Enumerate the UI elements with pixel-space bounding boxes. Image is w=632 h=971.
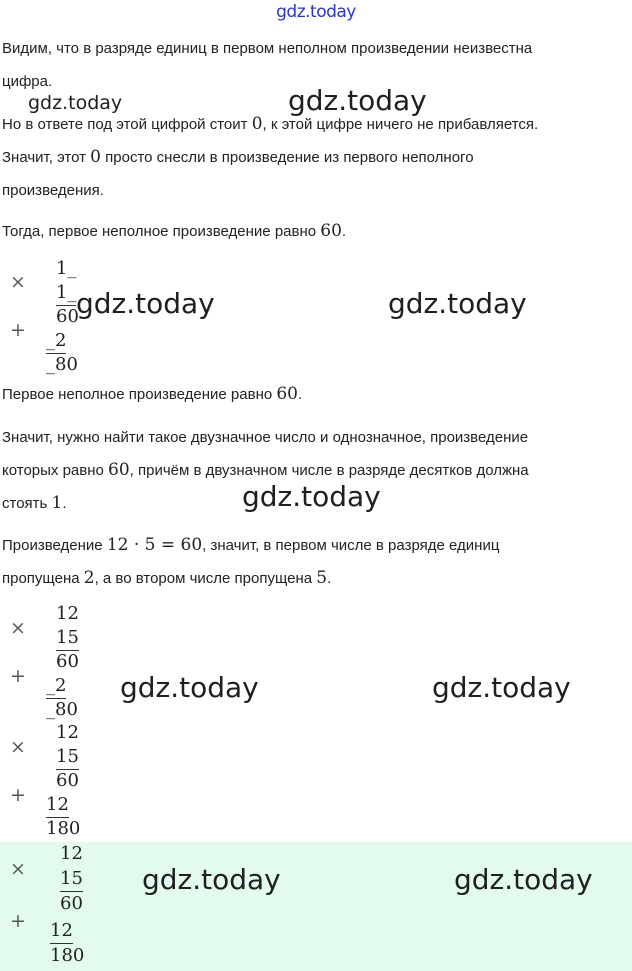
- math: 2: [83, 568, 95, 588]
- product: 180: [46, 818, 81, 839]
- text: .: [298, 386, 303, 403]
- multiplier: 1_: [56, 282, 76, 306]
- text: , причём в двузначном числе в разряде десятков должна: [129, 462, 529, 479]
- text: просто снесли в произведение из первого неполного: [101, 149, 474, 166]
- text: .: [341, 223, 347, 240]
- partial-product-2: 12: [46, 794, 69, 818]
- partial-product-1: 60: [56, 651, 79, 672]
- product: _80: [46, 354, 78, 375]
- partial-product-1: 60: [60, 893, 83, 914]
- text: , к этой цифре ничего не прибавляется.: [262, 116, 539, 133]
- text: Первое неполное произведение равно: [2, 386, 277, 403]
- plus-sign: +: [10, 665, 26, 687]
- math: 60: [108, 460, 130, 480]
- partial-product-2: _2: [46, 330, 66, 354]
- text-line: произведения.: [2, 182, 104, 199]
- paragraph-4: [2, 378, 622, 411]
- math: 60: [320, 221, 342, 241]
- partial-product-1: 60: [56, 770, 79, 791]
- math: 12 · 5 = 60: [106, 535, 203, 555]
- answer-highlight: [0, 842, 632, 971]
- watermark: gdz.today: [142, 863, 281, 896]
- watermark: gdz.today: [76, 287, 215, 320]
- multiplicand: 12: [60, 843, 83, 864]
- product: 180: [50, 945, 85, 966]
- watermark: gdz.today: [28, 92, 123, 114]
- text-line: [2, 378, 622, 411]
- watermark: gdz.today: [288, 84, 427, 117]
- partial-product-2: 12: [50, 920, 73, 944]
- math: 60: [276, 384, 298, 404]
- text-line: [2, 108, 622, 141]
- text-line: Видим, что в разряде единиц в первом неполном произведении неизвестна: [2, 40, 533, 57]
- text: , а во втором числе пропущена: [94, 570, 317, 587]
- times-sign: ×: [10, 858, 26, 880]
- text: .: [327, 570, 332, 587]
- times-sign: ×: [10, 271, 26, 293]
- text: Произведение: [2, 537, 107, 554]
- partial-product-1: 60: [56, 306, 79, 327]
- math: 0: [251, 114, 263, 134]
- text: Значит, этот: [2, 149, 91, 166]
- header-logo[interactable]: gdz.today: [276, 2, 356, 22]
- multiplicand: 12: [56, 722, 79, 743]
- plus-sign: +: [10, 910, 26, 932]
- text-line: [2, 215, 622, 248]
- watermark: gdz.today: [454, 863, 593, 896]
- times-sign: ×: [10, 617, 26, 639]
- math: 1: [51, 493, 63, 513]
- text: .: [62, 495, 67, 512]
- text: пропущена: [2, 570, 84, 587]
- plus-sign: +: [10, 319, 26, 341]
- watermark: gdz.today: [120, 671, 259, 704]
- multiplicand: 1_: [56, 258, 77, 279]
- text-line: [2, 141, 622, 174]
- multiplicand: 12: [56, 603, 79, 624]
- math: 5: [316, 568, 328, 588]
- multiplier: 15: [60, 868, 83, 892]
- multiplier: 15: [56, 746, 79, 770]
- text: стоять: [2, 495, 52, 512]
- plus-sign: +: [10, 784, 26, 806]
- watermark: gdz.today: [242, 480, 381, 513]
- text: , значит, в первом числе в разряде единиц: [202, 537, 500, 554]
- multiplier: 15: [56, 627, 79, 651]
- times-sign: ×: [10, 736, 26, 758]
- paragraph-3: [2, 215, 622, 248]
- text-line: [2, 529, 622, 562]
- watermark: gdz.today: [388, 287, 527, 320]
- math: 0: [90, 147, 101, 167]
- watermark: gdz.today: [432, 671, 571, 704]
- text: которых равно: [2, 462, 109, 479]
- partial-product-2: _2: [46, 675, 66, 699]
- product: _80: [46, 699, 78, 720]
- text: Тогда, первое неполное произведение равно: [2, 223, 321, 240]
- text: Но в ответе под этой цифрой стоит: [2, 116, 252, 133]
- paragraph-2: [2, 108, 622, 207]
- paragraph-6: [2, 529, 622, 595]
- text-line: [2, 562, 622, 595]
- text-line: цифра.: [2, 73, 53, 90]
- text-line: Значит, нужно найти такое двузначное число и однозначное, произведение: [2, 429, 529, 446]
